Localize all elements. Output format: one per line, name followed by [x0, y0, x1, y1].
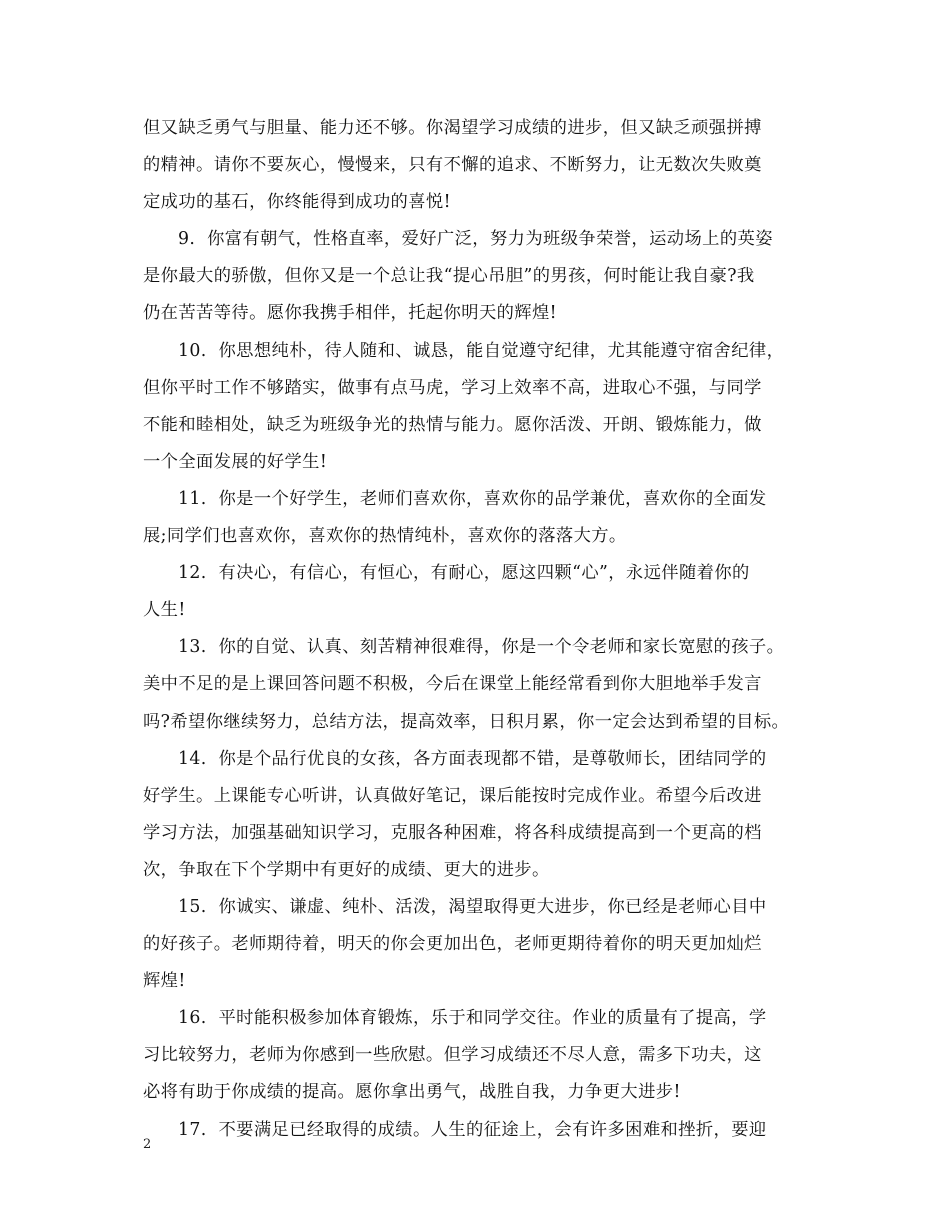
text-line: 不能和睦相处，缺乏为班级争光的热情与能力。愿你活泼、开朗、锻炼能力，做 — [143, 414, 762, 435]
text-line: 展;同学们也喜欢你，喜欢你的热情纯朴，喜欢你的落落大方。 — [143, 526, 627, 547]
text-line: 学习方法，加强基础知识学习，克服各种困难，将各科成绩提高到一个更高的档 — [143, 822, 762, 843]
text-line: 的精神。请你不要灰心，慢慢来，只有不懈的追求、不断努力，让无数次失败奠 — [143, 155, 762, 176]
text-line: 13. 你的自觉、认真、刻苦精神很难得，你是一个令老师和家长宽慰的孩子。 — [178, 637, 785, 658]
document-body — [143, 110, 825, 1149]
text-line: 辉煌! — [143, 971, 186, 992]
text-line: 12. 有决心，有信心，有恒心，有耐心，愿这四颗“心”，永远伴随着你的 — [178, 563, 750, 584]
text-line: 定成功的基石，你终能得到成功的喜悦! — [143, 192, 451, 213]
text-line: 人生! — [143, 600, 186, 621]
text-line: 但你平时工作不够踏实，做事有点马虎，学习上效率不高，进取心不强，与同学 — [143, 377, 762, 398]
page-number: 2 — [143, 1137, 152, 1152]
text-line: 美中不足的是上课回答问题不积极，今后在课堂上能经常看到你大胆地举手发言 — [143, 674, 762, 695]
text-line: 14. 你是个品行优良的女孩，各方面表现都不错，是尊敬师长，团结同学的 — [178, 748, 767, 769]
text-line: 习比较努力，老师为你感到一些欣慰。但学习成绩还不尽人意，需多下功夫，这 — [143, 1045, 762, 1066]
text-line: 一个全面发展的好学生! — [143, 451, 328, 472]
text-line: 好学生。上课能专心听讲，认真做好笔记，课后能按时完成作业。希望今后改进 — [143, 785, 762, 806]
text-line: 仍在苦苦等待。愿你我携手相伴，托起你明天的辉煌! — [143, 303, 558, 324]
text-line: 是你最大的骄傲，但你又是一个总让我“提心吊胆”的男孩，何时能让我自豪?我 — [143, 266, 755, 287]
text-line: 9. 你富有朝气，性格直率，爱好广泛，努力为班级争荣誉，运动场上的英姿 — [178, 229, 773, 250]
text-line: 次，争取在下个学期中有更好的成绩、更大的进步。 — [143, 859, 550, 880]
text-line: 16. 平时能积极参加体育锻炼，乐于和同学交往。作业的质量有了提高，学 — [178, 1008, 767, 1029]
text-line: 15. 你诚实、谦虚、纯朴、活泼，渴望取得更大进步，你已经是老师心目中 — [178, 896, 767, 917]
text-line: 但又缺乏勇气与胆量、能力还不够。你渴望学习成绩的进步，但又缺乏顽强拼搏 — [143, 118, 762, 138]
text-line: 17. 不要满足已经取得的成绩。人生的征途上，会有许多困难和挫折，要迎 — [178, 1119, 767, 1140]
text-line: 必将有助于你成绩的提高。愿你拿出勇气，战胜自我，力争更大进步! — [143, 1082, 681, 1103]
text-line: 吗?希望你继续努力，总结方法，提高效率，日积月累，你一定会达到希望的目标。 — [143, 711, 790, 732]
text-line: 10. 你思想纯朴，待人随和、诚恳，能自觉遵守纪律，尤其能遵守宿舍纪律， — [178, 340, 785, 361]
text-line: 11. 你是一个好学生，老师们喜欢你，喜欢你的品学兼优，喜欢你的全面发 — [178, 488, 767, 509]
text-line: 的好孩子。老师期待着，明天的你会更加出色，老师更期待着你的明天更加灿烂 — [143, 934, 762, 955]
